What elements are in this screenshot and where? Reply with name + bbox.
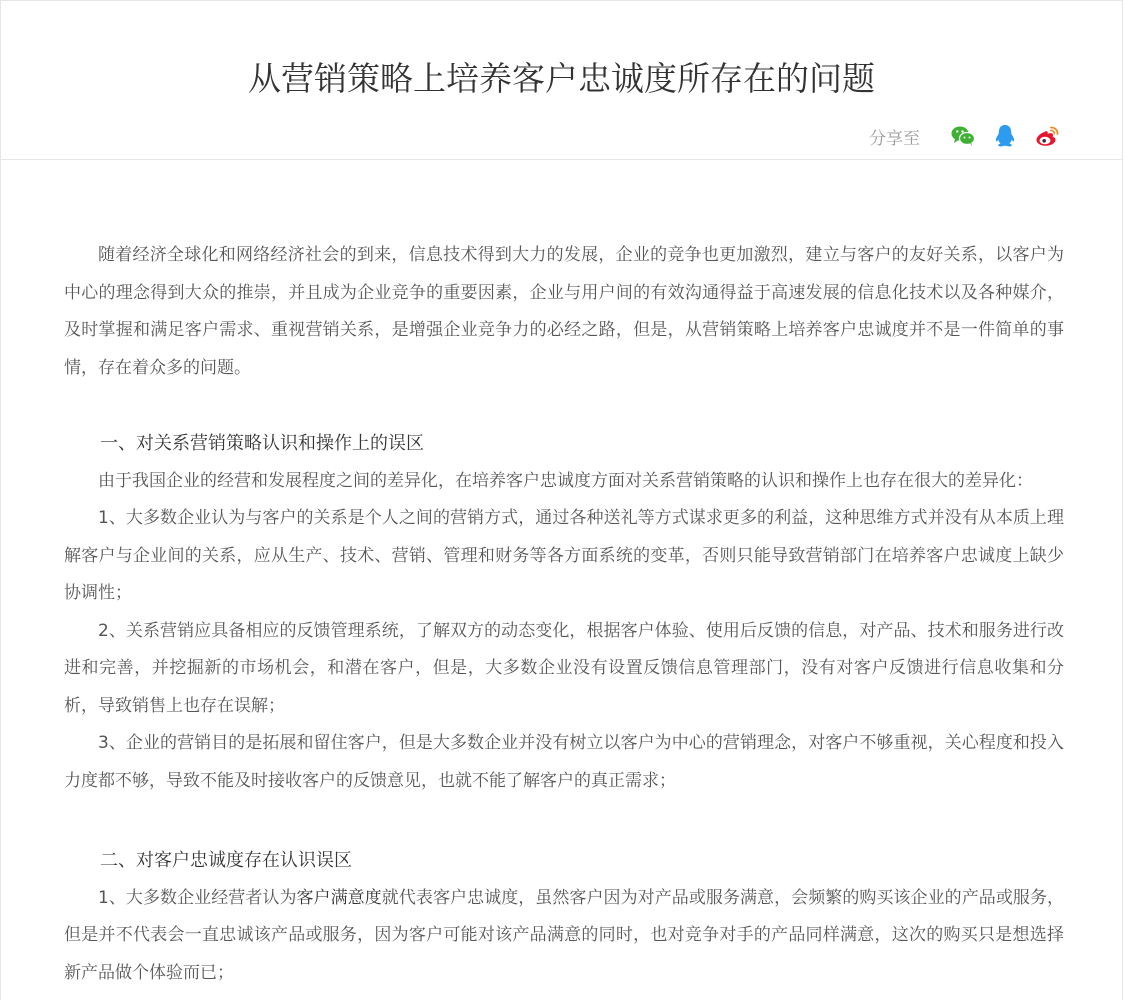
intro-paragraph: 随着经济全球化和网络经济社会的到来，信息技术得到大力的发展，企业的竞争也更加激烈，建立与客户的友好关系，以客户为中心的理念得到大众的推崇，并且成为企业竞争的重要因素，企业与用户间的有效沟通得益于高速发展的信息化技术以及各种媒介，及时掌握和满足客户需求、重视营销关系，是增强企业竞争力的必经之路，但是，从营销策略上培养客户忠诚度并不是一件简单的事情，存在着众多的问题。	[64, 245, 1064, 378]
section-heading: 二、对客户忠诚度存在认识误区	[100, 850, 352, 871]
article-header	[1, 1, 1122, 160]
article-title: 从营销策略上培养客户忠诚度所存在的问题	[248, 59, 875, 98]
list-item	[64, 880, 1064, 993]
section-lead: 由于我国企业的经营和发展程度之间的差异化，在培养客户忠诚度方面对关系营销策略的认识和操作上也存在很大的差异化：	[98, 470, 1033, 491]
qq-icon[interactable]	[992, 123, 1018, 149]
wechat-icon[interactable]	[950, 123, 976, 149]
share-bar	[869, 121, 1060, 151]
weibo-icon[interactable]	[1034, 123, 1060, 149]
share-label: 分享至	[869, 128, 920, 149]
article-body	[64, 237, 1064, 992]
item-text-suffix: 就代表客户忠诚度，虽然客户因为对产品或服务满意，会频繁的购买该企业的产品或服务，但是并不代表会一直忠诚该产品或服务，因为客户可能对该产品满意的同时，也对竞争对手的产品同样满意，这次的购买只是想选择新产品做个体验而已；	[64, 887, 1065, 983]
section-heading: 一、对关系营销策略认识和操作上的误区	[100, 433, 424, 454]
list-item: 3、企业的营销目的是拓展和留住客户，但是大多数企业并没有树立以客户为中心的营销理念，对客户不够重视，关心程度和投入力度都不够，导致不能及时接收客户的反馈意见，也就不能了解客户的真正需求；	[64, 733, 1064, 791]
list-item: 1、大多数企业认为与客户的关系是个人之间的营销方式，通过各种送礼等方式谋求更多的利益，这种思维方式并没有从本质上理解客户与企业间的关系，应从生产、技术、营销、管理和财务等各方面系统的变革，否则只能导致营销部门在培养客户忠诚度上缺少协调性；	[64, 508, 1064, 603]
list-item: 2、关系营销应具备相应的反馈管理系统，了解双方的动态变化，根据客户体验、使用后反馈的信息，对产品、技术和服务进行改进和完善，并挖掘新的市场机会，和潜在客户，但是，大多数企业没有设置反馈信息管理部门，没有对客户反馈进行信息收集和分析，导致销售上也存在误解；	[64, 620, 1064, 716]
item-text-prefix: 1、大多数企业经营者认为	[98, 887, 297, 908]
customer-satisfaction-link[interactable]: 客户满意度	[296, 887, 382, 908]
